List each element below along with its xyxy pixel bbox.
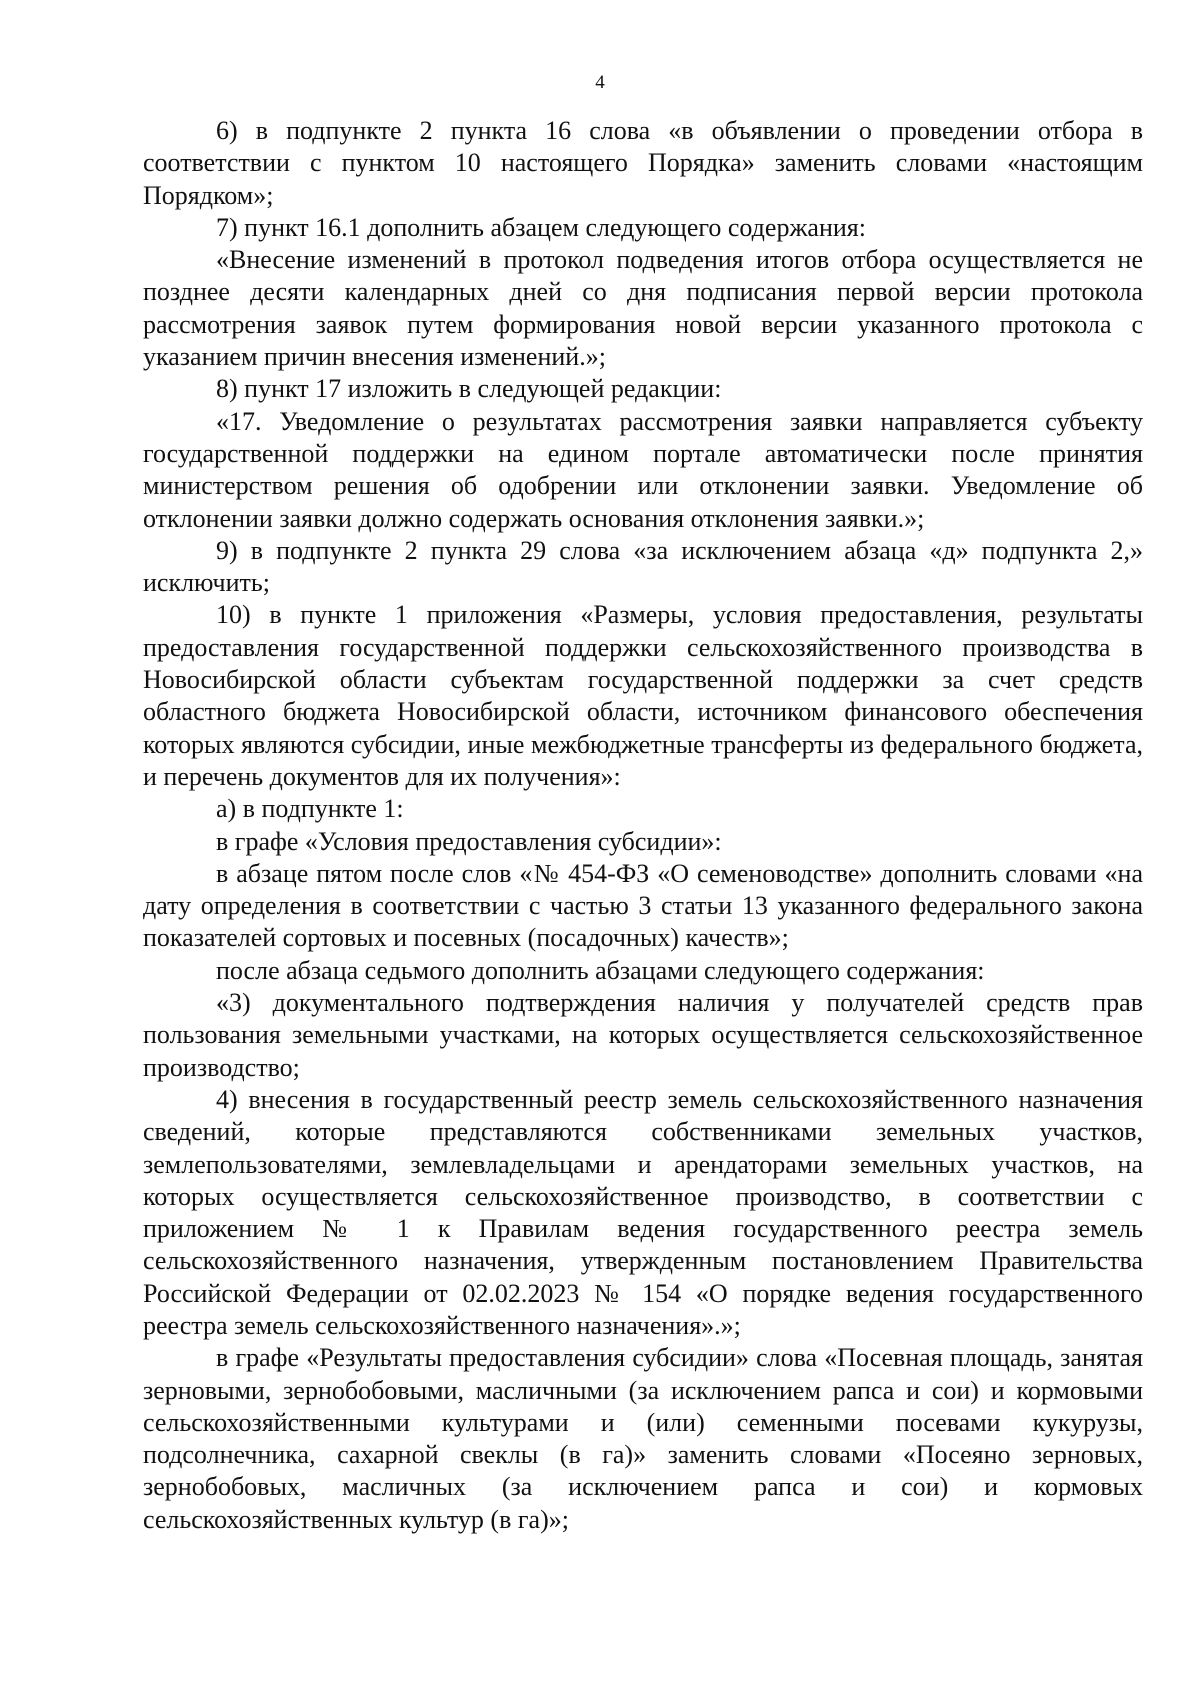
paragraph-fifth-abzac: в абзаце пятом после слов «№ 454-ФЗ «О семеноводстве» дополнить словами «на дату определения в соответствии с частью 3 статьи 13 указанного федерального закона показателей сортовых и посевных (посадочных) качеств»; (143, 858, 1143, 953)
page-number: 4 (595, 72, 605, 93)
paragraph-item-10: 10) в пункте 1 приложения «Размеры, условия предоставления, результаты предоставления государственной поддержки сельскохозяйственного производства в Новосибирской области субъектам государственной поддержки за счет средств областного бюджета Новосибирской области, источником финансового обеспечения которых являются субсидии, иные межбюджетные трансферты из федерального бюджета, и перечень документов для их получения»: (143, 600, 1143, 791)
paragraph-item-7: 7) пункт 16.1 дополнить абзацем следующего содержания: (216, 212, 866, 242)
paragraph-condition-3: «3) документального подтверждения наличия у получателей средств прав пользования земельными участками, на которых осуществляется сельскохозяйственное производство; (143, 988, 1143, 1082)
paragraph-subitem-a: а) в подпункте 1: (216, 794, 404, 824)
paragraph-item-6: 6) в подпункте 2 пункта 16 слова «в объявлении о проведении отбора в соответствии с пунктом 10 настоящего Порядка» заменить словами «настоящим Порядком»; (143, 116, 1143, 210)
paragraph-item-8-text: «17. Уведомление о результатах рассмотрения заявки направляется субъекту государственной поддержки на едином портале автоматически после принятия министерством решения об одобрении или отклонении заявки. Уведомление об отклонении заявки должно содержать основания отклонения заявки.»; (143, 406, 1143, 533)
paragraph-condition-4: 4) внесения в государственный реестр земель сельскохозяйственного назначения сведений, которые представляются собственниками земельных участков, землепользователями, землевладельцами и арендаторами земельных участков, на которых осуществляется сельскохозяйственное производство, в соответствии с приложением № 1 к Правилам ведения государственного реестра земель сельскохозяйственного назначения, утвержденным постановлением Правительства Российской Федерации от 02.02.2023 № 154 «О порядке ведения государственного реестра земель сельскохозяйственного назначения».»; (143, 1084, 1143, 1340)
paragraph-item-9: 9) в подпункте 2 пункта 29 слова «за исключением абзаца «д» подпункта 2,» исключить; (143, 535, 1143, 598)
paragraph-item-7-insert: «Внесение изменений в протокол подведения итогов отбора осуществляется не позднее десяти календарных дней со дня подписания первой версии протокола рассмотрения заявок путем формирования новой версии указанного протокола с указанием причин внесения изменений.»; (143, 245, 1143, 372)
paragraph-results-column: в графе «Результаты предоставления субсидии» слова «Посевная площадь, занятая зерновыми, зернобобовыми, масличными (за исключением рапса и сои) и кормовыми сельскохозяйственными культурами и (или) семенными посевами кукурузы, подсолнечника, сахарной свеклы (в га)» заменить словами «Посеяно зерновых, зернобобовых, масличных (за исключением рапса и сои) и кормовых сельскохозяйственных культур (в га)»; (143, 1343, 1143, 1534)
paragraph-conditions-column: в графе «Условия предоставления субсидии»: (216, 826, 722, 856)
paragraph-item-8: 8) пункт 17 изложить в следующей редакции: (216, 374, 722, 404)
document-body (143, 115, 1143, 1536)
paragraph-after-seventh: после абзаца седьмого дополнить абзацами следующего содержания: (216, 955, 985, 985)
